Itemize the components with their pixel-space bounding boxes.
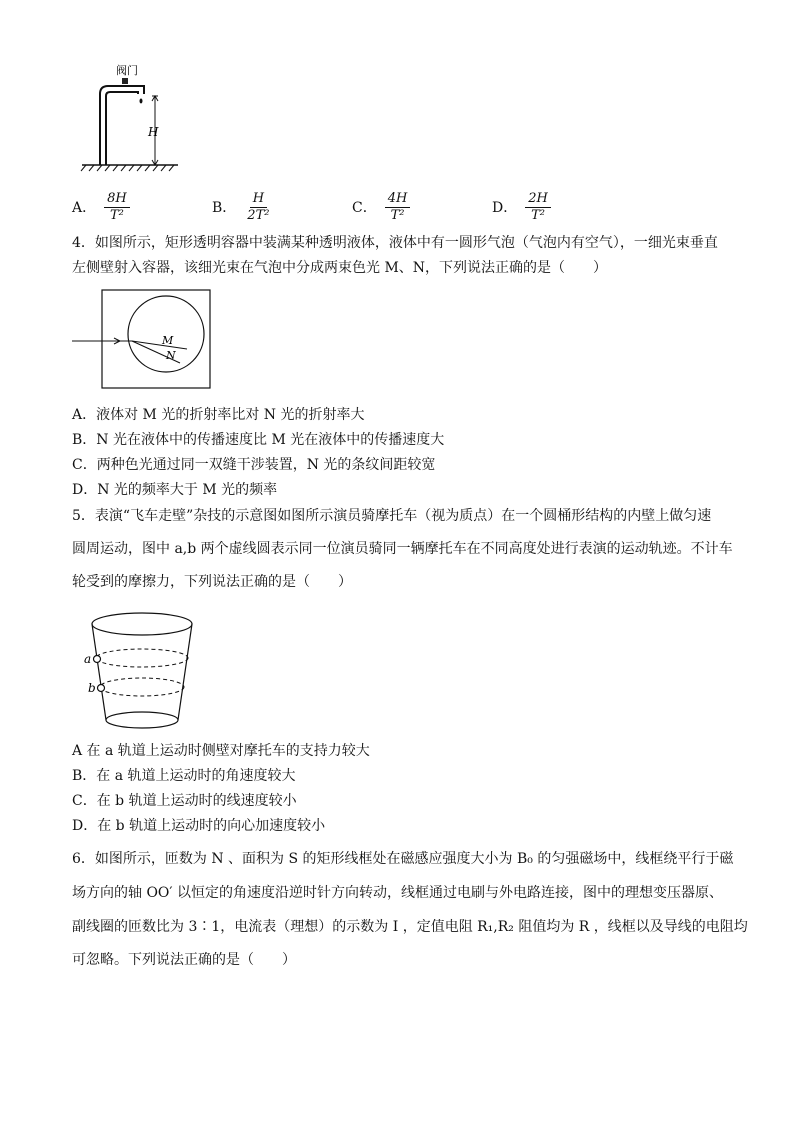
- q3-options: [72, 187, 632, 227]
- cylinder-figure: [82, 608, 197, 733]
- q3-option-b[interactable]: B． $\frac{H}{\text{2T²}}$: [212, 187, 272, 227]
- label-b: b: [88, 681, 96, 695]
- orbit-b: [100, 678, 184, 696]
- water-drop: [140, 99, 143, 104]
- q4-option-d[interactable]: D．N 光的频率大于 M 光的频率: [72, 482, 278, 498]
- q5-option-c[interactable]: C．在 b 轨道上运动时的线速度较小: [72, 793, 297, 809]
- label-m: M: [162, 334, 174, 347]
- fraction: $\frac{2H}{\text{T²}}$: [525, 191, 551, 224]
- q4-option-b[interactable]: B．N 光在液体中的传播速度比 M 光在液体中的传播速度大: [72, 432, 445, 448]
- q4-option-a[interactable]: A．液体对 M 光的折射率比对 N 光的折射率大: [72, 407, 365, 423]
- bubble-figure: [70, 286, 215, 392]
- rider-a: [94, 656, 101, 663]
- q6-stem-line1: 6．如图所示，匝数为 N 、面积为 S 的矩形线框处在磁感应强度大小为 B₀ 的匀强磁场中，线框绕平行于磁: [72, 851, 734, 867]
- label-a: a: [84, 652, 92, 666]
- label-n: N: [166, 349, 176, 362]
- fraction: $\frac{8H}{\text{T²}}$: [104, 191, 130, 224]
- orbit-a: [96, 649, 188, 667]
- q5-option-b[interactable]: B．在 a 轨道上运动时的角速度较大: [72, 768, 296, 784]
- q4-option-c[interactable]: C．两种色光通过同一双缝干涉装置，N 光的条纹间距较宽: [72, 457, 436, 473]
- pipe: [100, 86, 144, 165]
- q3-option-a[interactable]: A． $\frac{8H}{\text{T²}}$: [72, 187, 130, 227]
- q3-option-c[interactable]: C． $\frac{4H}{\text{T²}}$: [352, 187, 410, 227]
- q5-stem-line3: 轮受到的摩擦力，下列说法正确的是（ ）: [72, 574, 352, 590]
- q5-stem-line2: 圆周运动，图中 a,b 两个虚线圆表示同一位演员骑同一辆摩托车在不同高度处进行表演的运动轨迹。不计车: [72, 541, 733, 557]
- faucet-figure: [78, 60, 188, 175]
- q5-option-a[interactable]: A 在 a 轨道上运动时侧壁对摩托车的支持力较大: [72, 743, 370, 759]
- q4-stem-line1: 4．如图所示，矩形透明容器中装满某种透明液体，液体中有一圆形气泡（气泡内有空气），一细光束垂直: [72, 235, 718, 251]
- q4-stem-line2: 左侧壁射入容器，该细光束在气泡中分成两束色光 M、N，下列说法正确的是（ ）: [72, 260, 608, 276]
- q6-stem-line4: 可忽略。下列说法正确的是（ ）: [72, 952, 296, 968]
- fraction: $\frac{H}{\text{2T²}}$: [247, 190, 270, 223]
- valve-label: 阀门: [116, 64, 138, 77]
- q3-option-d[interactable]: D． $\frac{2H}{\text{T²}}$: [492, 187, 551, 227]
- q6-stem-line2: 场方向的轴 OO′ 以恒定的角速度沿逆时针方向转动，线框通过电刷与外电路连接，图中的理想变压器原、: [72, 885, 724, 901]
- rider-b: [98, 685, 105, 692]
- valve-knob: [122, 78, 128, 84]
- fraction: $\frac{4H}{\text{T²}}$: [385, 191, 411, 224]
- q5-option-d[interactable]: D．在 b 轨道上运动时的向心加速度较小: [72, 818, 326, 834]
- container: [102, 290, 210, 388]
- height-label: H: [148, 125, 159, 139]
- q5-stem-line1: 5．表演“飞车走壁”杂技的示意图如图所示演员骑摩托车（视为质点）在一个圆桶形结构的内壁上做匀速: [72, 508, 712, 524]
- q6-stem-line3: 副线圈的匝数比为 3∶1，电流表（理想）的示数为 I ，定值电阻 R₁,R₂ 阻值均为 R ，线框以及导线的电阻均: [72, 919, 748, 935]
